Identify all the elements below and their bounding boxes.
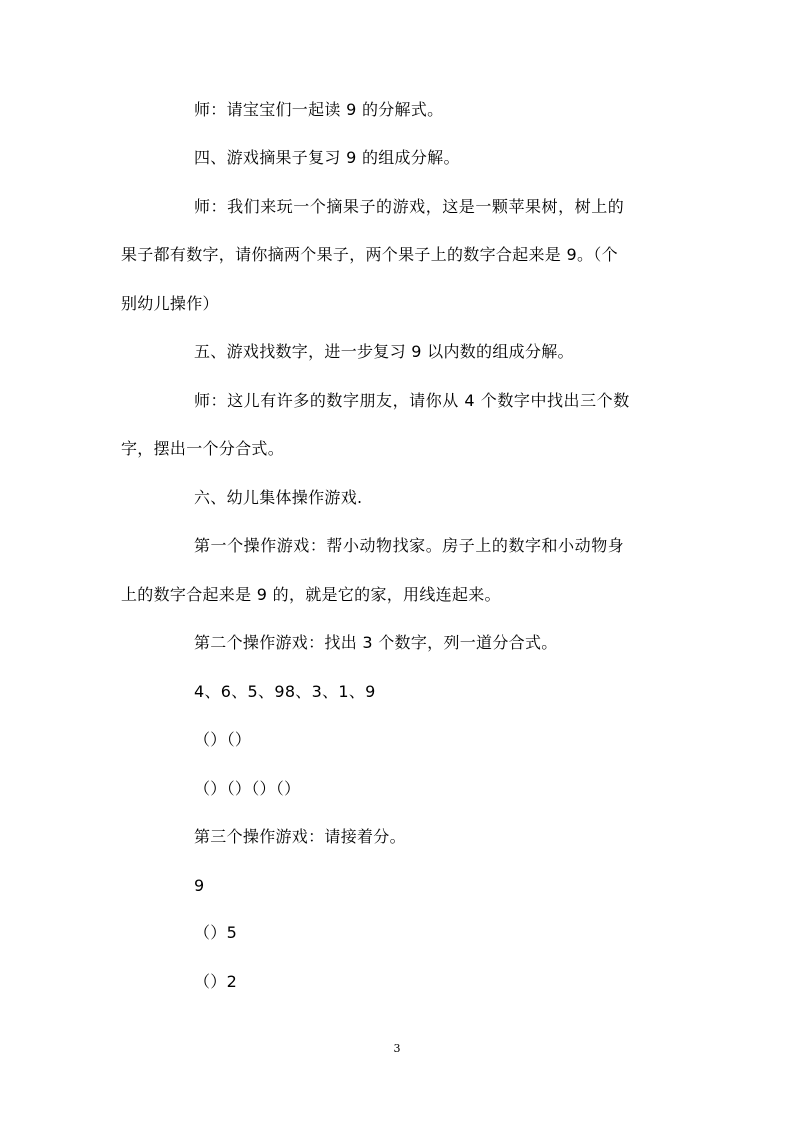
section-heading: 六、幼儿集体操作游戏.: [194, 488, 363, 507]
blank-brackets: （）（）（）（）: [194, 779, 301, 798]
paragraph-line: 第二个操作游戏：找出 3 个数字，列一道分合式。: [194, 633, 558, 652]
blank-brackets: （）（）: [194, 730, 252, 749]
number-line: 9: [194, 876, 205, 895]
paragraph-line: 师：这儿有许多的数字朋友，请你从 4 个数字中找出三个数: [194, 391, 630, 410]
paragraph-line: 字，摆出一个分合式。: [121, 439, 285, 458]
paragraph-line: 师：我们来玩一个摘果子的游戏，这是一颗苹果树，树上的: [194, 197, 625, 216]
paragraph-line: 上的数字合起来是 9 的，就是它的家，用线连起来。: [121, 585, 501, 604]
split-line: （）2: [194, 972, 238, 991]
paragraph-line: 别幼儿操作）: [121, 294, 219, 313]
number-sequence: 4、6、5、98、3、1、9: [194, 682, 376, 701]
section-heading: 五、游戏找数字，进一步复习 9 以内数的组成分解。: [194, 342, 574, 361]
split-line: （）5: [194, 923, 238, 942]
paragraph-line: 果子都有数字，请你摘两个果子，两个果子上的数字合起来是 9。（个: [121, 245, 618, 264]
page-number: 3: [393, 1042, 401, 1055]
paragraph-line: 第三个操作游戏：请接着分。: [194, 827, 406, 846]
section-heading: 四、游戏摘果子复习 9 的组成分解。: [194, 148, 460, 167]
paragraph-line: 第一个操作游戏：帮小动物找家。房子上的数字和小动物身: [194, 536, 625, 555]
paragraph-line: 师：请宝宝们一起读 9 的分解式。: [194, 100, 444, 119]
